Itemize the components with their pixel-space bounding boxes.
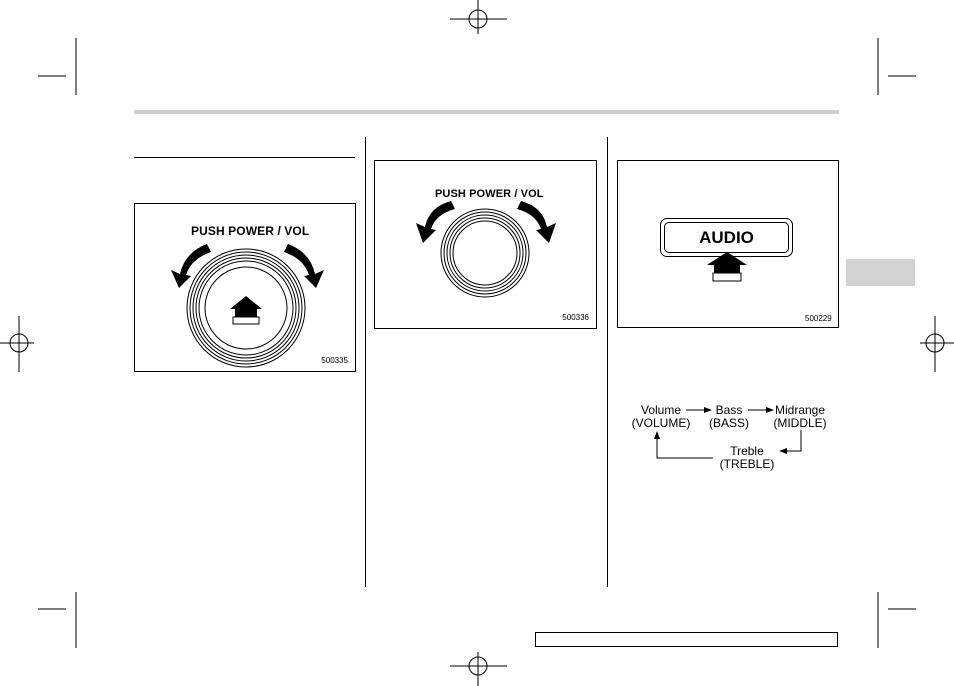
flow-node-code: (MIDDLE)	[773, 416, 827, 430]
figure-label: PUSH POWER / VOL	[435, 188, 544, 200]
flow-node-code: (TREBLE)	[719, 457, 775, 471]
flow-node-name: Treble	[730, 444, 764, 458]
figure-id: 500336	[562, 313, 589, 322]
flow-node-name: Volume	[640, 403, 682, 417]
figure-id: 500229	[805, 314, 832, 323]
flow-node-name: Bass	[715, 403, 743, 417]
audio-button-label: AUDIO	[699, 227, 754, 247]
flow-node-code: (BASS)	[708, 416, 749, 430]
flow-node-name: Midrange	[774, 403, 826, 417]
figure-id: 500335	[321, 356, 348, 365]
page-number-box	[535, 632, 838, 647]
flow-node-code: (VOLUME)	[631, 416, 691, 430]
figure-label: PUSH POWER / VOL	[191, 224, 310, 238]
